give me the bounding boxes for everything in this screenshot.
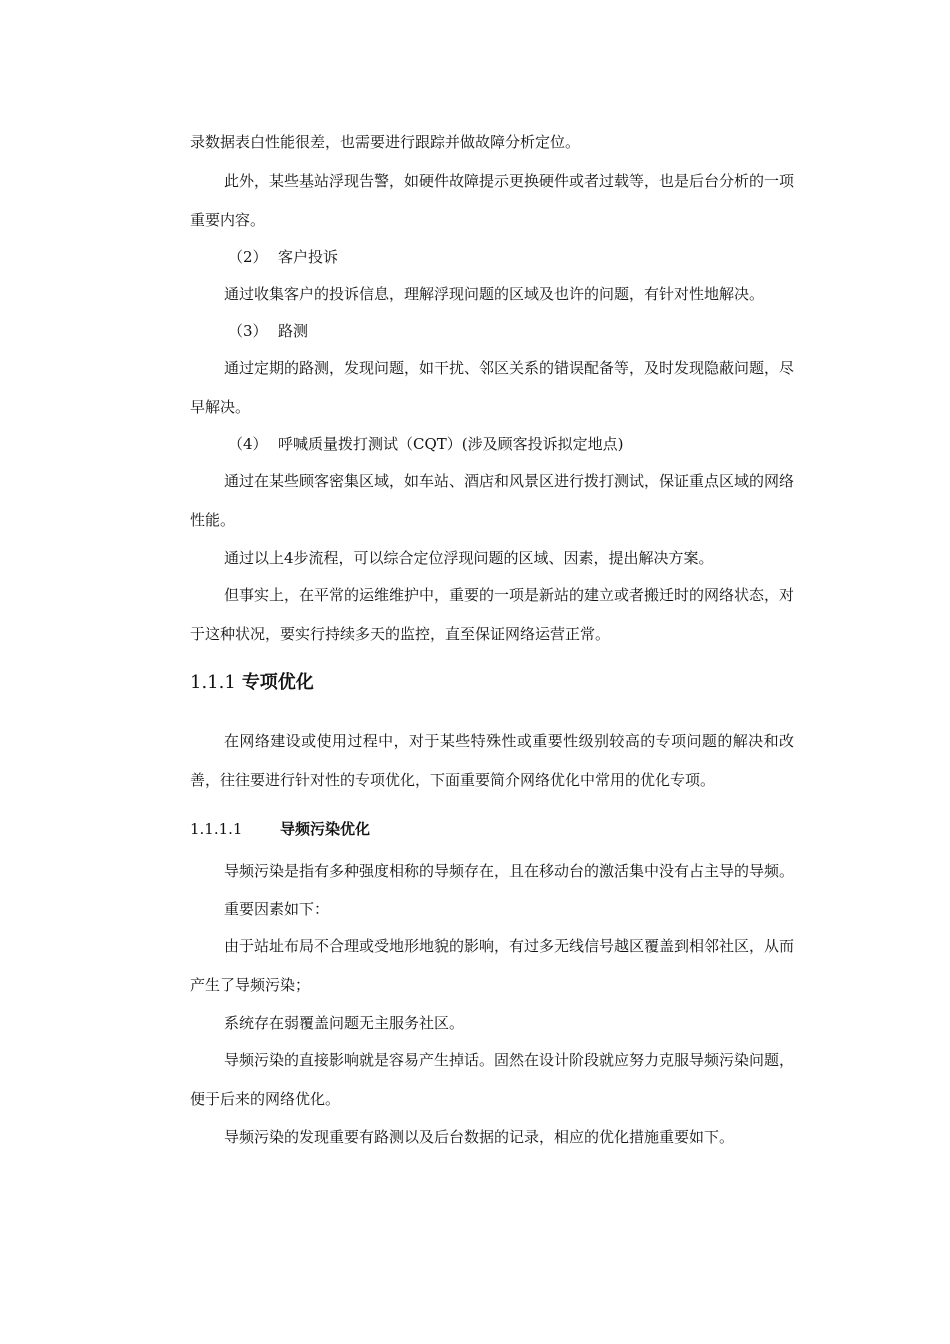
list-item-cqt — [190, 427, 794, 462]
paragraph-pilot-definition: 导频污染是指有多种强度相称的导频存在，且在移动台的激活集中没有占主导的导频。 — [224, 862, 795, 880]
paragraph-factor-weak-coverage: 系统存在弱覆盖问题无主服务社区。 — [224, 1014, 465, 1032]
document-body — [190, 123, 794, 1155]
list-item-drive-test — [190, 314, 794, 349]
paragraph-factors-intro: 重要因素如下： — [224, 900, 330, 918]
section-heading — [190, 668, 794, 698]
list-item-title: 呼喊质量拨打测试（CQT）(涉及顾客投诉拟定地点) — [278, 435, 624, 453]
paragraph-section-intro: 在网络建设或使用过程中，对于某些特殊性或重要性级别较高的专项问题的解决和改善，往往要进行针对性的专项优化，下面重要简介网络优化中常用的优化专项。 — [190, 732, 794, 789]
paragraph-cqt: 通过在某些顾客密集区域，如车站、酒店和风景区进行拨打测试，保证重点区域的网络性能。 — [190, 472, 795, 529]
list-item-title: 客户投诉 — [278, 248, 339, 266]
paragraph-alarm: 此外，某些基站浮现告警，如硬件故障提示更换硬件或者过载等，也是后台分析的一项重要内容。 — [190, 172, 795, 229]
paragraph-summary: 通过以上4步流程，可以综合定位浮现问题的区域、因素，提出解决方案。 — [224, 549, 714, 567]
subsection-number: 1.1.1.1 — [190, 820, 243, 838]
list-item-number: （2） — [228, 248, 268, 266]
paragraph-detection: 导频污染的发现重要有路测以及后台数据的记录，相应的优化措施重要如下。 — [224, 1128, 735, 1146]
subsection-title: 导频污染优化 — [280, 820, 371, 838]
list-item-number: （4） — [228, 435, 268, 453]
list-item-complaint — [190, 240, 794, 275]
paragraph-drive-test: 通过定期的路测，发现问题，如干扰、邻区关系的错误配备等，及时发现隐蔽问题，尽早解决。 — [190, 359, 795, 416]
paragraph-impact: 导频污染的直接影响就是容易产生掉话。固然在设计阶段就应努力克服导频污染问题，便于后来的网络优化。 — [190, 1051, 795, 1108]
section-number: 1.1.1 — [190, 672, 236, 693]
list-item-number: （3） — [228, 322, 268, 340]
list-item-title: 路测 — [278, 322, 309, 340]
paragraph-new-site: 但事实上，在平常的运维维护中，重要的一项是新站的建立或者搬迁时的网络状态，对于这种状况，要实行持续多天的监控，直至保证网络运营正常。 — [190, 586, 795, 643]
subsection-heading — [190, 816, 794, 842]
section-title: 专项优化 — [241, 672, 314, 693]
paragraph-continued: 录数据表白性能很差，也需要进行跟踪并做故障分析定位。 — [190, 133, 581, 151]
paragraph-complaint: 通过收集客户的投诉信息，理解浮现问题的区域及也许的问题，有针对性地解决。 — [224, 285, 765, 303]
paragraph-factor-layout: 由于站址布局不合理或受地形地貌的影响，有过多无线信号越区覆盖到相邻社区，从而产生了导频污染； — [190, 937, 795, 994]
